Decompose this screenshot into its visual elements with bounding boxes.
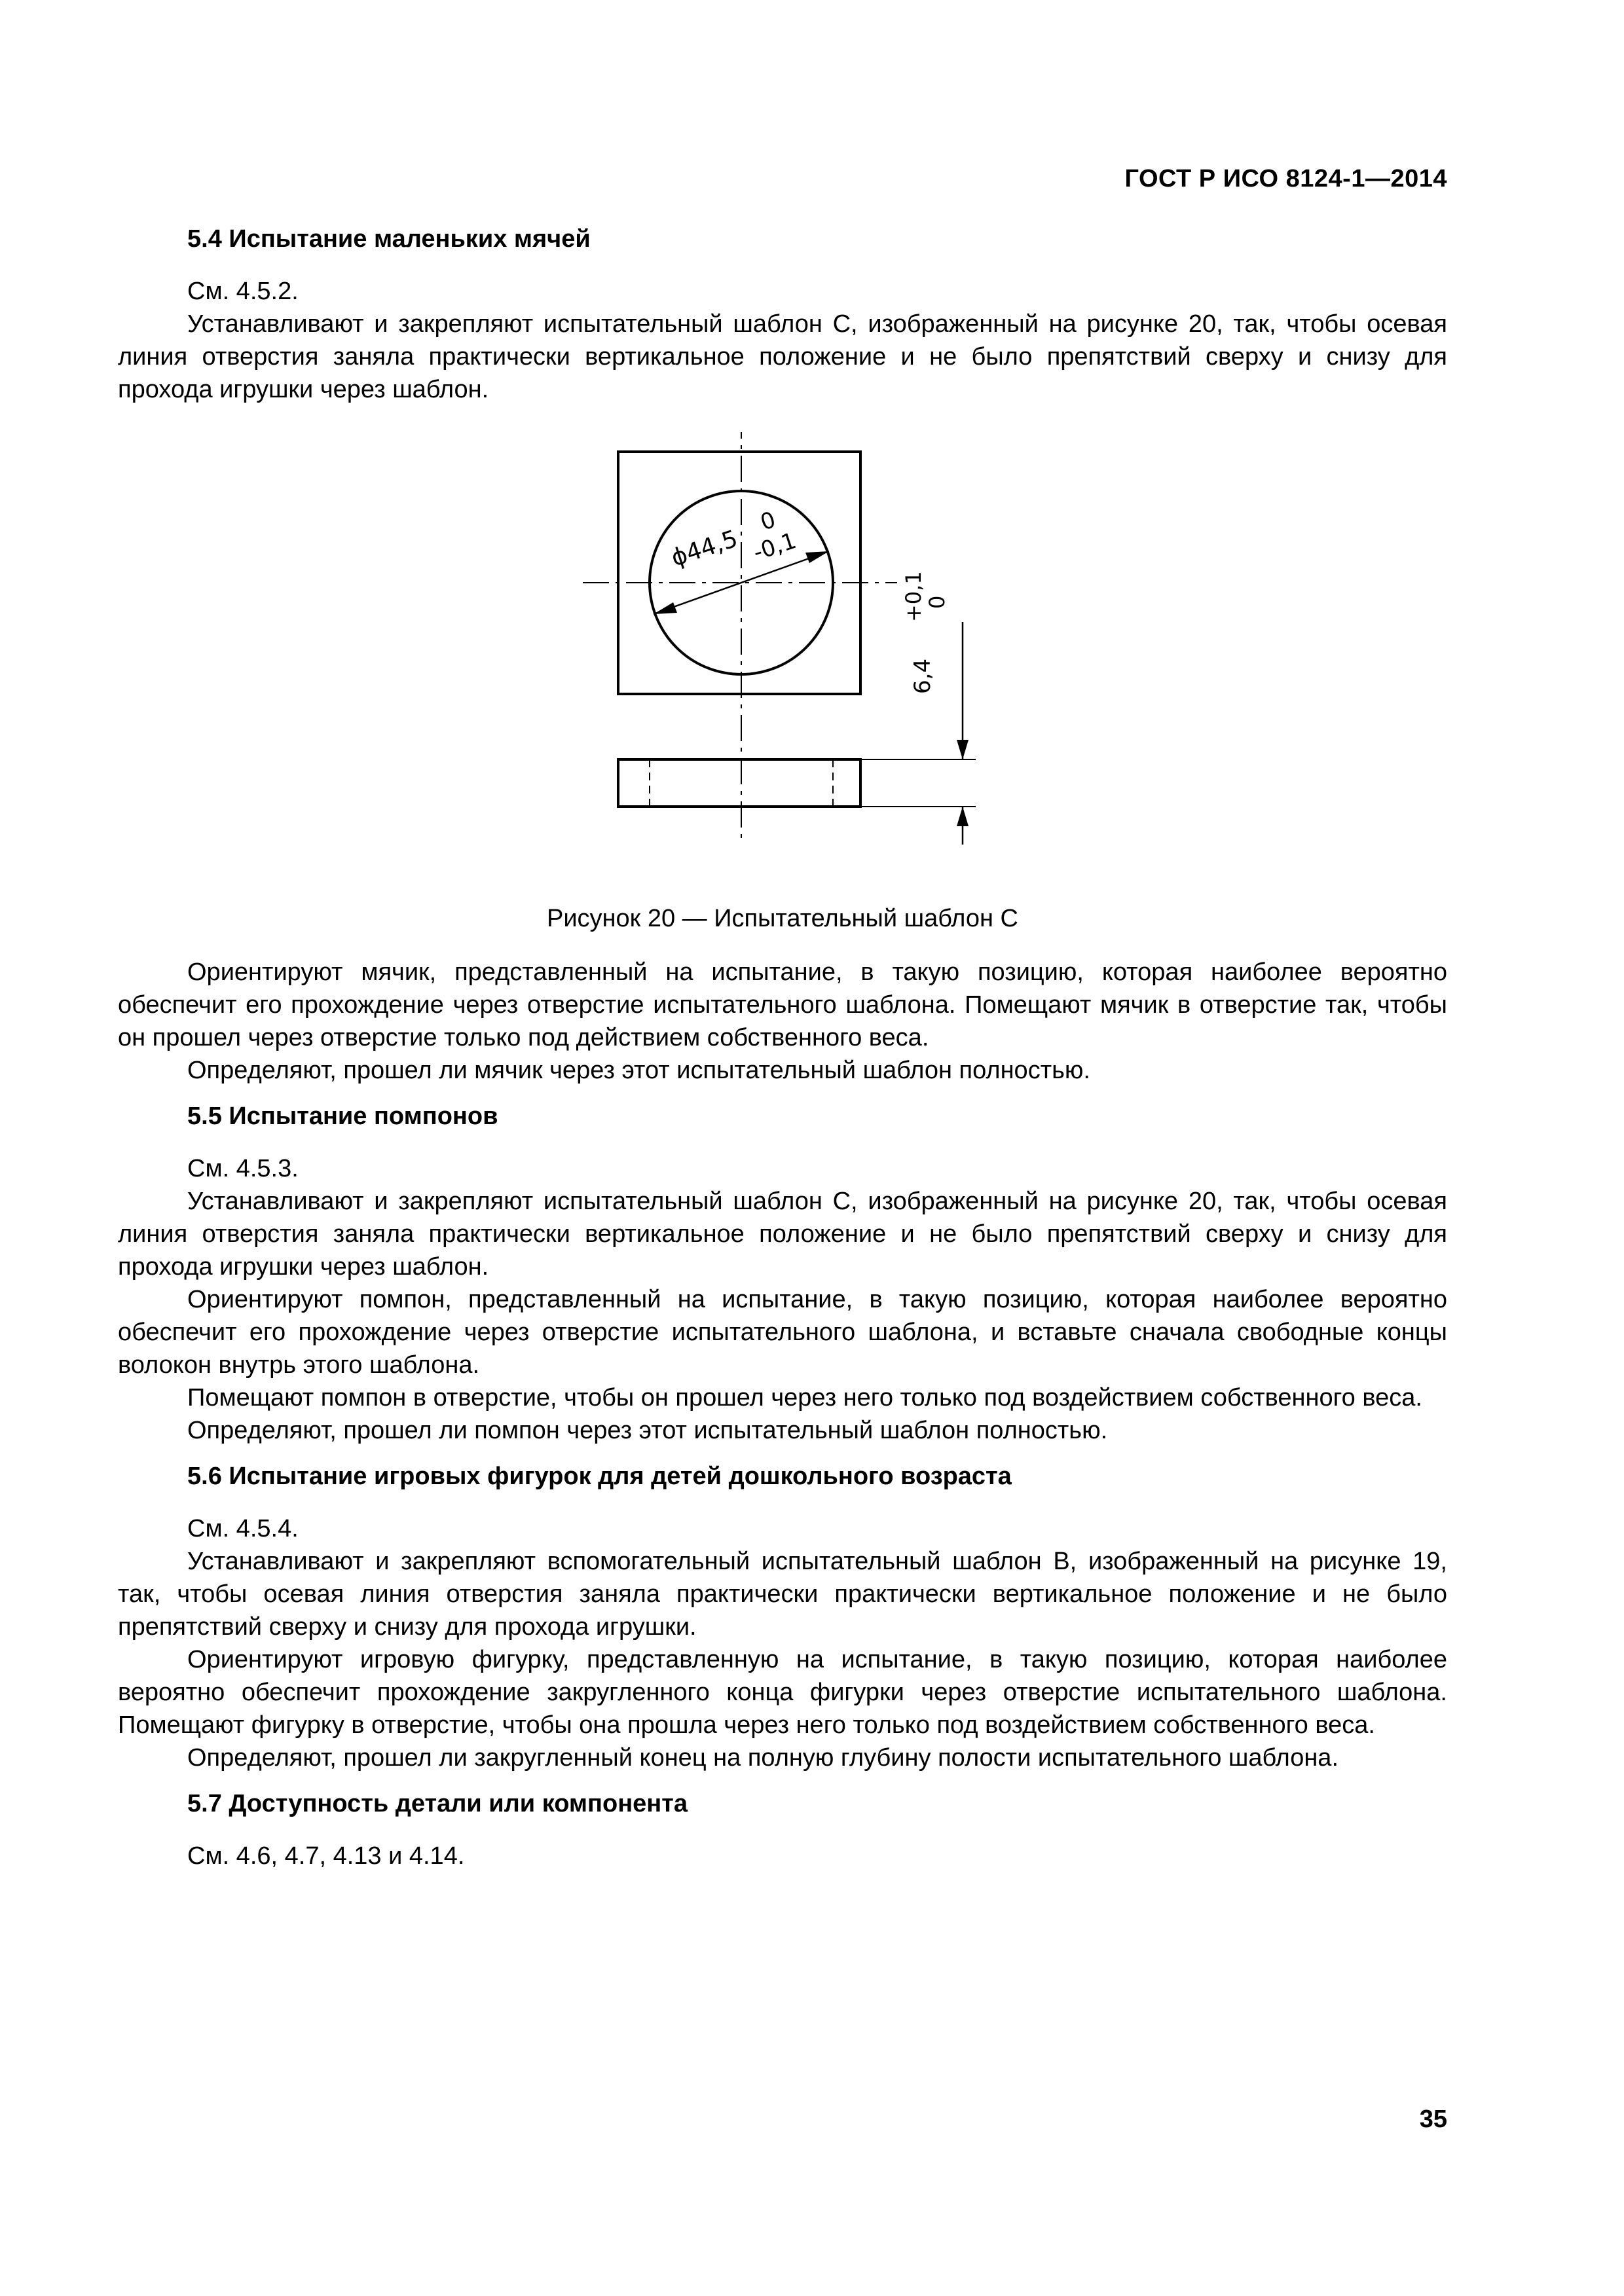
paragraph: Помещают помпон в отверстие, чтобы он прошел через него только под воздействием собственного веса. [187, 1384, 1422, 1412]
template-drawing [118, 432, 1447, 890]
diameter-arrow-right [805, 551, 829, 563]
paragraph: Определяют, прошел ли закругленный конец на полную глубину полости испытательного шаблона. [187, 1744, 1339, 1772]
thickness-arrow-top [957, 740, 969, 759]
paragraph: См. 4.5.3. [187, 1155, 299, 1182]
figure-caption: Рисунок 20 — Испытательный шаблон С [546, 905, 1019, 932]
paragraph: Устанавливают и закрепляют испытательный шаблон С, изображенный на рисунке 20, так, чтобы осевая линия отверстия заняла практически вертикальное положение и не было препятствий сверху и снизу для прохода игрушки через шаблон. [118, 310, 1447, 403]
paragraph: См. 4.5.2. [187, 278, 299, 305]
section-heading-5-4: 5.4 Испытание маленьких мячей [187, 225, 591, 253]
page-number: 35 [1419, 2105, 1447, 2133]
paragraph: См. 4.5.4. [187, 1515, 299, 1542]
diameter-label: ϕ44,5 [668, 525, 741, 572]
page-content [118, 223, 1447, 1872]
section-heading-5-5: 5.5 Испытание помпонов [187, 1102, 498, 1130]
paragraph: Устанавливают и закрепляют испытательный шаблон С, изображенный на рисунке 20, так, чтобы осевая линия отверстия заняла практически вертикальное положение и не было препятствий сверху и снизу для прохода игрушки через шаблон. [118, 1188, 1447, 1281]
thickness-tolerance-lower: 0 [925, 595, 950, 609]
template-top-view [618, 452, 860, 694]
template-side-view [618, 759, 860, 807]
paragraph: Ориентируют мячик, представленный на испытание, в такую позицию, которая наиболее вероятно обеспечит его прохождение через отверстие испытательного шаблона. Помещают мячик в отверстие так, чтобы он прошел через отверстие только под действием собственного веса. [118, 958, 1447, 1051]
diameter-arrow-left [654, 602, 677, 614]
thickness-arrow-bottom [957, 807, 969, 826]
paragraph: Ориентируют игровую фигурку, представленную на испытание, в такую позицию, которая наиболее вероятно обеспечит прохождение закругленного конца фигурки через отверстие испытательного шаблона. Помещают фигурку в отверстие, чтобы она прошла через него только под воздействием собственного веса. [118, 1646, 1447, 1739]
paragraph: Ориентируют помпон, представленный на испытание, в такую позицию, которая наиболее вероятно обеспечит его прохождение через отверстие испытательного шаблона, и вставьте сначала свободные концы волокон внутрь этого шаблона. [118, 1286, 1447, 1379]
diameter-tolerance-upper: 0 [757, 506, 779, 536]
document-id-header: ГОСТ Р ИСО 8124-1—2014 [1124, 165, 1447, 192]
thickness-label: 6,4 [910, 658, 936, 694]
paragraph: Определяют, прошел ли помпон через этот испытательный шаблон полностью. [187, 1417, 1108, 1444]
section-heading-5-7: 5.7 Доступность детали или компонента [187, 1790, 688, 1817]
thickness-tolerance-upper: +0,1 [901, 571, 926, 622]
section-heading-5-6: 5.6 Испытание игровых фигурок для детей дошкольного возраста [187, 1463, 1012, 1490]
paragraph: См. 4.6, 4.7, 4.13 и 4.14. [187, 1842, 465, 1870]
paragraph: Устанавливают и закрепляют вспомогательный испытательный шаблон В, изображенный на рисунке 19, так, чтобы осевая линия отверстия заняла практически практически вертикальное положение и не было препятствий сверху и снизу для прохода игрушки. [118, 1548, 1447, 1641]
diameter-tolerance-lower: -0,1 [750, 528, 800, 566]
figure-20-test-template-c [118, 432, 1447, 1165]
paragraph: Определяют, прошел ли мячик через этот испытательный шаблон полностью. [187, 1057, 1090, 1084]
